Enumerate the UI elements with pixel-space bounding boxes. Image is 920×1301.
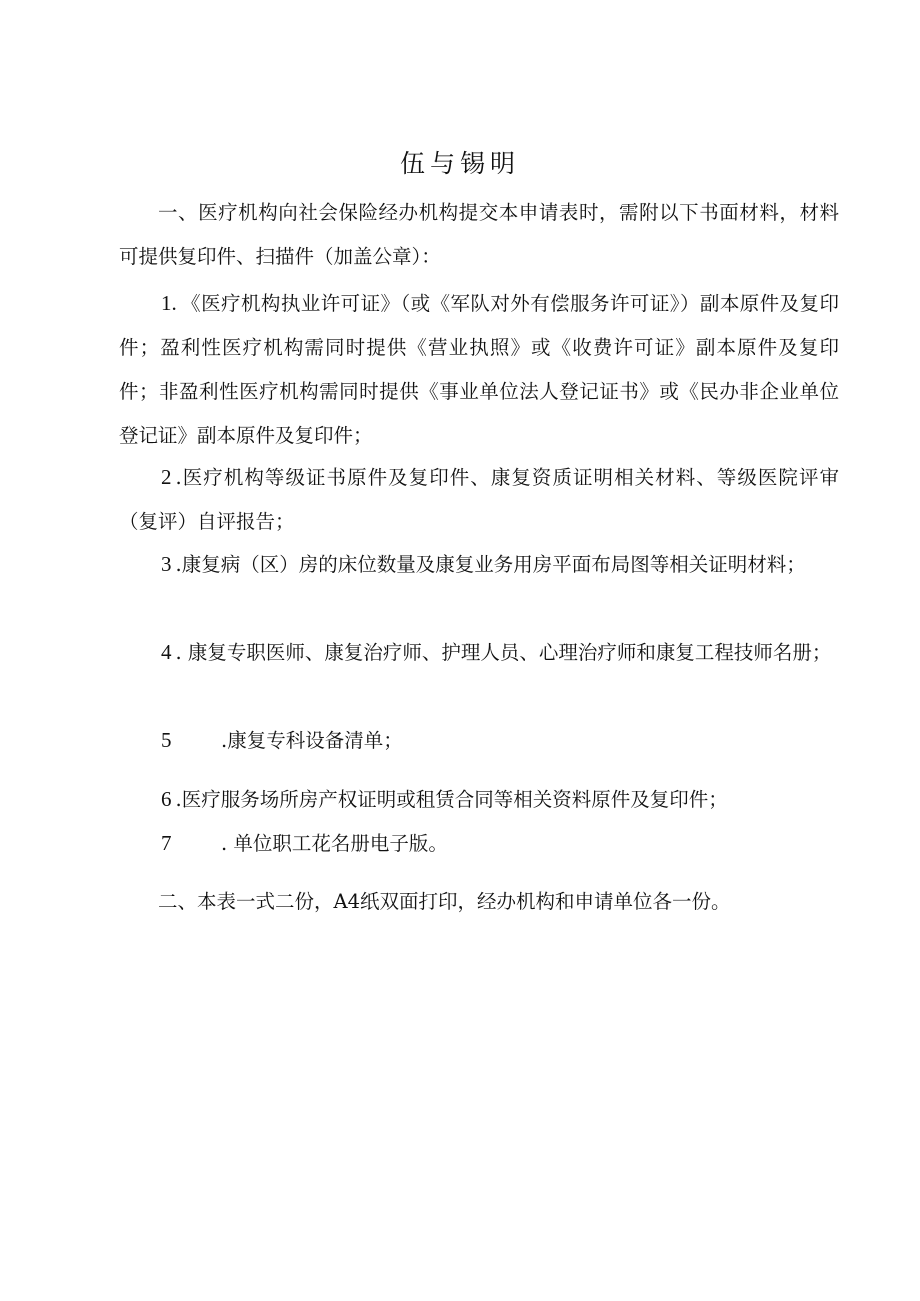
list-item-1	[119, 281, 839, 458]
list-item-6	[119, 777, 839, 822]
page-title: 伍与锡明	[399, 149, 520, 178]
list-item-7	[119, 821, 839, 866]
item-number: 3	[161, 552, 172, 576]
item-text: .医疗机构等级证书原件及复印件、康复资质证明相关材料、等级医院评审（复评）自评报告；	[119, 466, 839, 533]
list-item-3	[119, 542, 839, 587]
item-text: .医疗服务场所房产权证明或租赁合同等相关资料原件及复印件；	[175, 788, 728, 811]
section1-intro: 一、医疗机构向社会保险经办机构提交本申请表时，需附以下书面材料，材料可提供复印件、扫描件（加盖公章）：	[119, 201, 839, 268]
item-number: 7	[161, 831, 172, 855]
item-number: 4	[161, 640, 172, 664]
list-item-5	[119, 718, 839, 763]
item-text: . 康复专职医师、康复治疗师、护理人员、心理治疗师和康复工程技师名册；	[175, 641, 832, 664]
list-item-4	[119, 630, 839, 675]
item-text: .康复病（区）房的床位数量及康复业务用房平面布局图等相关证明材料；	[175, 553, 806, 576]
item-number: 2	[161, 465, 172, 489]
list-item-2	[119, 455, 839, 544]
item-text: 《医疗机构执业许可证》（或《军队对外有偿服务许可证》）副本原件及复印件；盈利性医疗机构需同时提供《营业执照》或《收费许可证》副本原件及复印件；非盈利性医疗机构需同时提供《事业单位法人登记证书》或《民办非企业单位登记证》副本原件及复印件；	[119, 292, 839, 447]
item-text: .康复专科设备清单；	[221, 729, 403, 752]
item-number: 5	[161, 728, 172, 752]
item-number: 6	[161, 787, 172, 811]
section2-note: 二、本表一式二份，A4纸双面打印，经办机构和申请单位各一份。	[158, 890, 731, 913]
item-number: 1.	[161, 291, 177, 315]
item-text: . 单位职工花名册电子版。	[221, 832, 448, 855]
